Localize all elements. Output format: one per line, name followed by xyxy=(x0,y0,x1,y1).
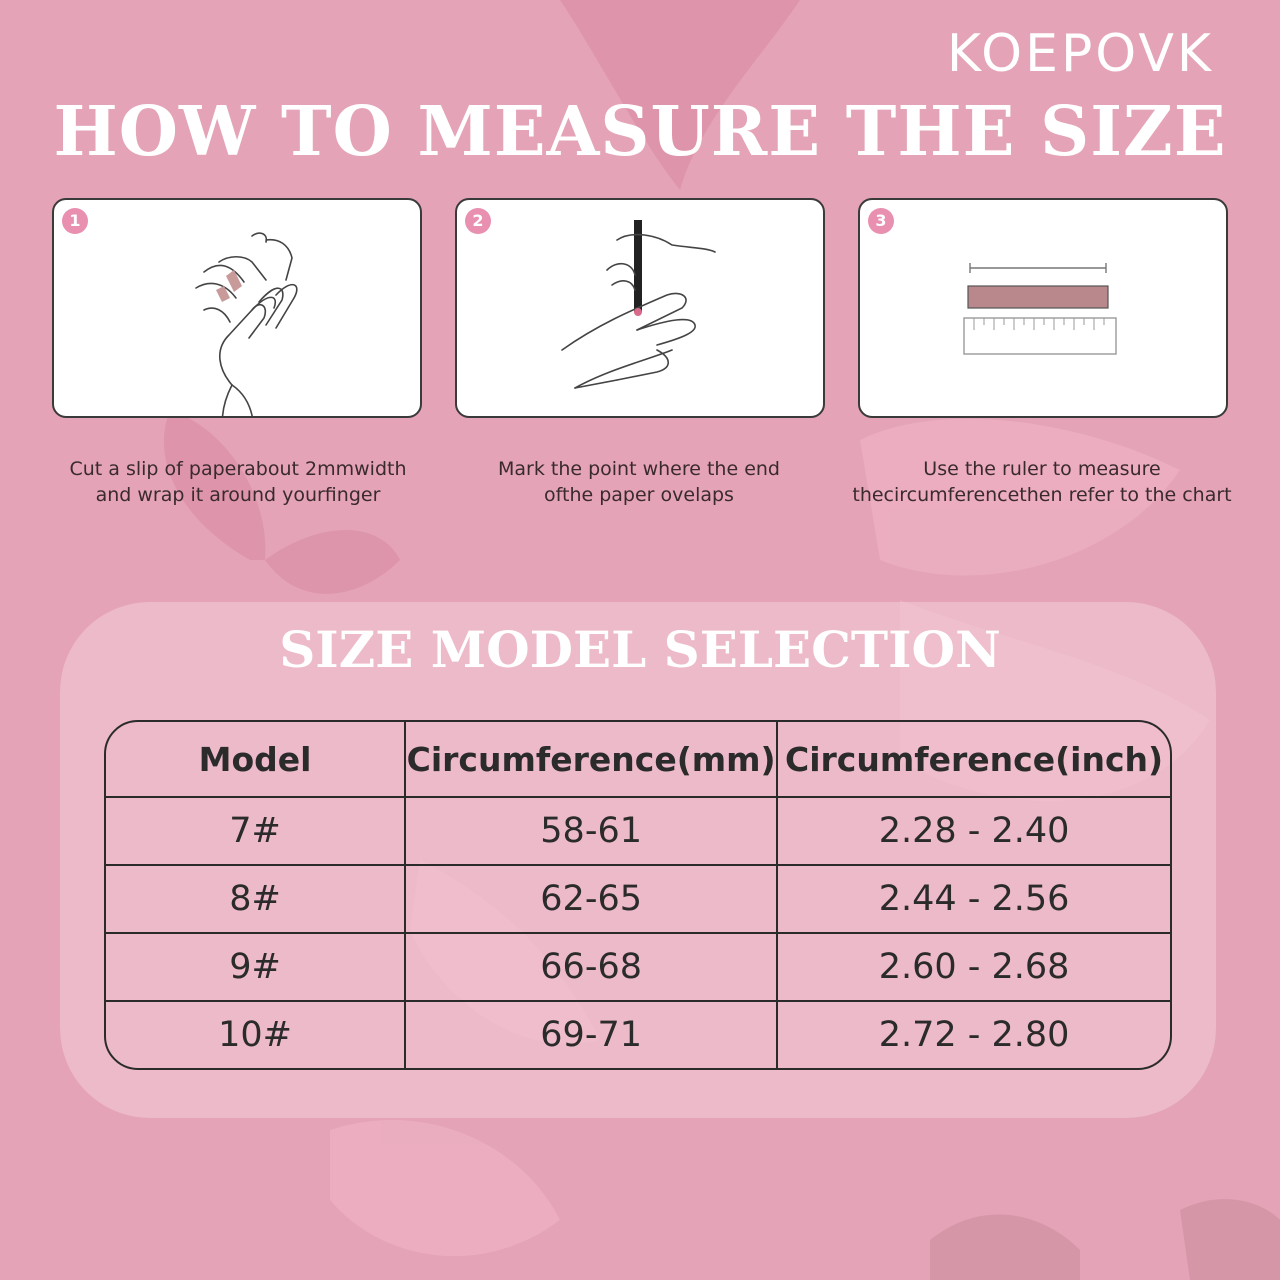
caption-line: Cut a slip of paperabout 2mmwidth xyxy=(69,458,407,480)
mm-cell: 69-71 xyxy=(406,1002,778,1068)
model-cell: 10# xyxy=(106,1002,406,1068)
table-header-row xyxy=(106,722,1170,798)
size-table xyxy=(104,720,1172,1070)
step-card-3 xyxy=(858,198,1228,418)
caption-line: Use the ruler to measure xyxy=(923,458,1161,480)
inch-cell: 2.72 - 2.80 xyxy=(878,1015,1070,1055)
ruler-measure-icon xyxy=(860,200,1226,416)
mm-cell: 58-61 xyxy=(406,798,778,866)
table-row xyxy=(106,866,1170,934)
step-card-2 xyxy=(455,198,825,418)
step-card-1 xyxy=(52,198,422,418)
model-cell: 9# xyxy=(106,934,406,1002)
mm-cell: 66-68 xyxy=(406,934,778,1002)
inch-cell: 2.44 - 2.56 xyxy=(778,866,1170,934)
hand-with-paper-icon xyxy=(54,200,420,416)
size-section-title: SIZE MODEL SELECTION xyxy=(279,620,1001,679)
table-row xyxy=(106,1002,1170,1068)
step-number-badge: 1 xyxy=(62,208,88,234)
caption-line: thecircumferencethen refer to the chart xyxy=(852,484,1232,506)
model-cell: 7# xyxy=(106,798,406,866)
caption-line: Mark the point where the end xyxy=(497,458,780,480)
step-caption-2 xyxy=(429,456,849,508)
step-caption-1 xyxy=(28,456,448,508)
table-row xyxy=(106,934,1170,1002)
caption-line: ofthe paper ovelaps xyxy=(544,484,734,506)
mm-cell: 62-65 xyxy=(406,866,778,934)
brand-logo: KOEPOVK xyxy=(946,24,1214,84)
page-title: HOW TO MEASURE THE SIZE xyxy=(53,92,1227,172)
step-number-badge: 2 xyxy=(465,208,491,234)
pen-marking-finger-icon xyxy=(457,200,823,416)
caption-line: and wrap it around yourfinger xyxy=(95,484,381,506)
table-row xyxy=(106,798,1170,866)
model-cell: 8# xyxy=(106,866,406,934)
column-header-model: Model xyxy=(106,722,406,798)
inch-cell: 2.60 - 2.68 xyxy=(778,934,1170,1002)
column-header-inch: Circumference(inch) xyxy=(778,722,1170,798)
column-header-mm: Circumference(mm) xyxy=(406,722,778,798)
step-number-badge: 3 xyxy=(868,208,894,234)
inch-cell: 2.28 - 2.40 xyxy=(778,798,1170,866)
step-caption-3 xyxy=(832,456,1252,508)
